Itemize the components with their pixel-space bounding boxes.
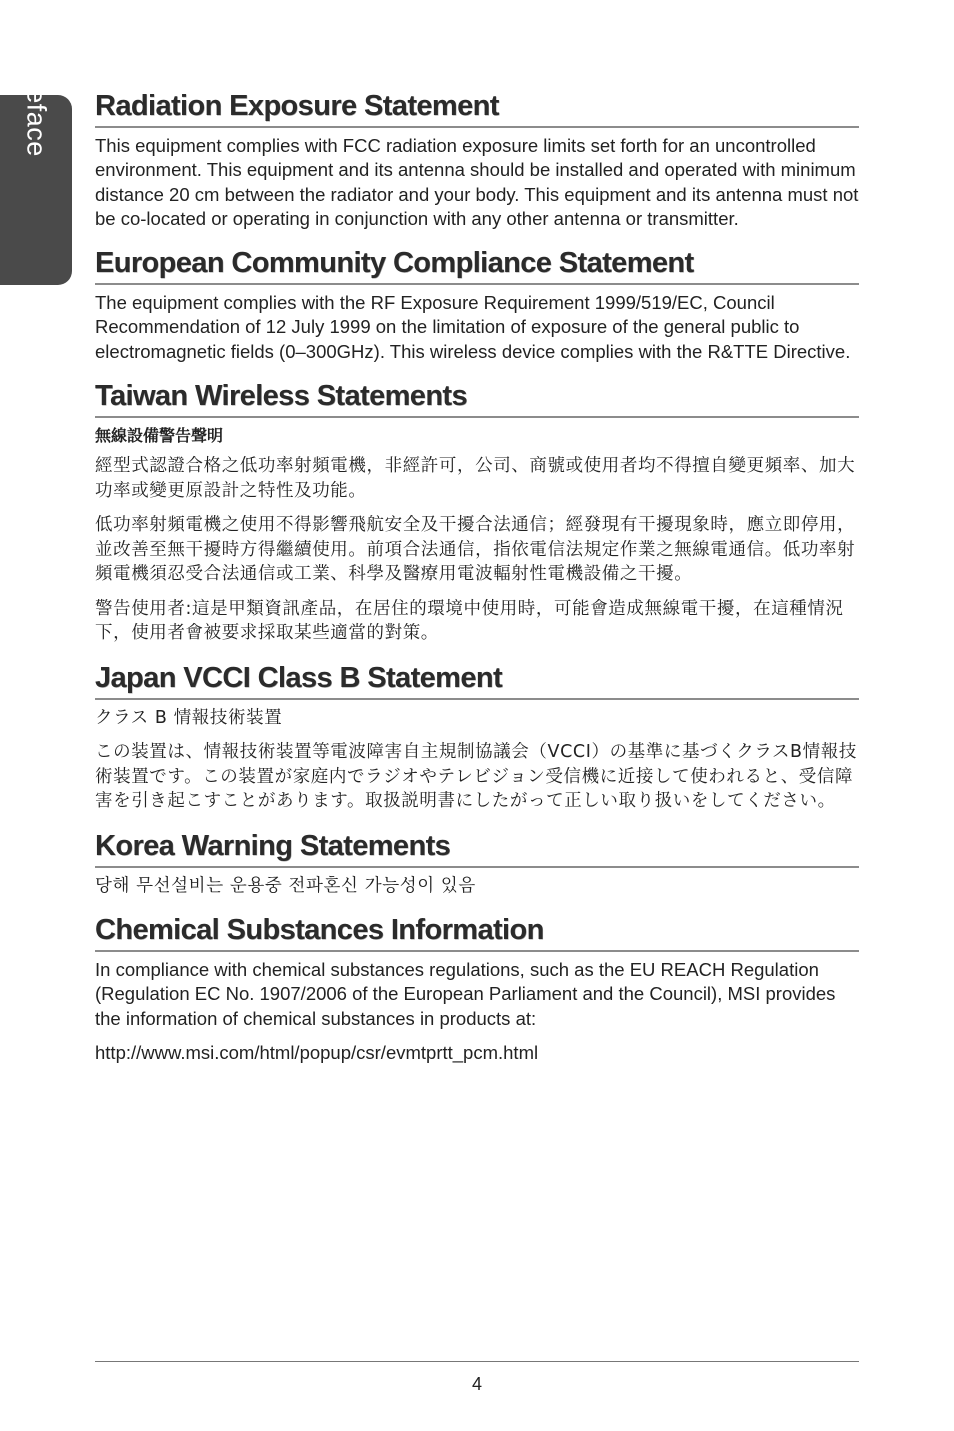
japan-section <box>95 660 859 814</box>
taiwan-paragraph-1: 經型式認證合格之低功率射頻電機，非經許可，公司、商號或使用者均不得擅自變更頻率、加大功率或變更原設計之特性及功能。 <box>95 456 856 501</box>
japan-paragraph-2: この装置は、情報技術装置等電波障害自主規制協議会（VCCI）の基準に基づくクラスB情報技術装置です。この装置が家庭内でラジオやテレビジョン受信機に近接して使われると、受信障害を引き起こすことがあります。取扱説明書にしたがって正しい取り扱いをしてください。 <box>95 742 857 812</box>
korea-body: 당해 무선설비는 운용중 전파혼신 가능성이 있음 <box>95 875 476 896</box>
chemical-heading: Chemical Substances Information <box>95 912 859 952</box>
chemical-body: In compliance with chemical substances regulations, such as the EU REACH Regulation (Regulation EC No. 1907/2006 of the European Parliament and the Council), MSI provides the information of chemical substances in products at: <box>95 959 836 1029</box>
radiation-heading: Radiation Exposure Statement <box>95 88 859 128</box>
chemical-section <box>95 912 859 1065</box>
taiwan-heading: Taiwan Wireless Statements <box>95 378 859 418</box>
korea-section <box>95 828 859 899</box>
taiwan-paragraph-3: 警告使用者:這是甲類資訊產品，在居住的環境中使用時，可能會造成無線電干擾，在這種情況下，使用者會被要求採取某些適當的對策。 <box>95 598 844 644</box>
european-body: The equipment complies with the RF Exposure Requirement 1999/519/EC, Council Recommendation of 12 July 1999 on the limitation of exposure of the general public to electromagnetic fields (0–300GHz). This wireless device complies with the R&TTE Directive. <box>95 292 851 362</box>
page-content <box>95 88 859 1079</box>
chemical-url: http://www.msi.com/html/popup/csr/evmtprtt_pcm.html <box>95 1041 539 1063</box>
preface-tab-label: Preface <box>21 60 52 157</box>
taiwan-paragraph-2: 低功率射頻電機之使用不得影響飛航安全及干擾合法通信；經發現有干擾現象時，應立即停用，並改善至無干擾時方得繼續使用。前項合法通信，指依電信法規定作業之無線電通信。低功率射頻電機須忍受合法通信或工業、科學及醫療用電波輻射性電機設備之干擾。 <box>95 515 856 585</box>
european-heading: European Community Compliance Statement <box>95 245 859 285</box>
page-number: 4 <box>471 1374 482 1394</box>
footer-divider <box>95 1361 859 1362</box>
japan-paragraph-1: クラス B 情報技術装置 <box>95 707 283 728</box>
korea-heading: Korea Warning Statements <box>95 828 859 868</box>
radiation-section <box>95 88 859 231</box>
japan-heading: Japan VCCI Class B Statement <box>95 660 859 700</box>
taiwan-section <box>95 378 859 646</box>
radiation-body: This equipment complies with FCC radiation exposure limits set forth for an uncontrolled environment. This equipment and its antenna should be installed and operated with minimum distance 20 cm between the radiator and your body. This equipment and its antenna must not be co-located or operating in conjunction with any other antenna or transmitter. <box>95 135 859 229</box>
european-section <box>95 245 859 364</box>
taiwan-subtitle: 無線設備警告聲明 <box>95 426 224 446</box>
